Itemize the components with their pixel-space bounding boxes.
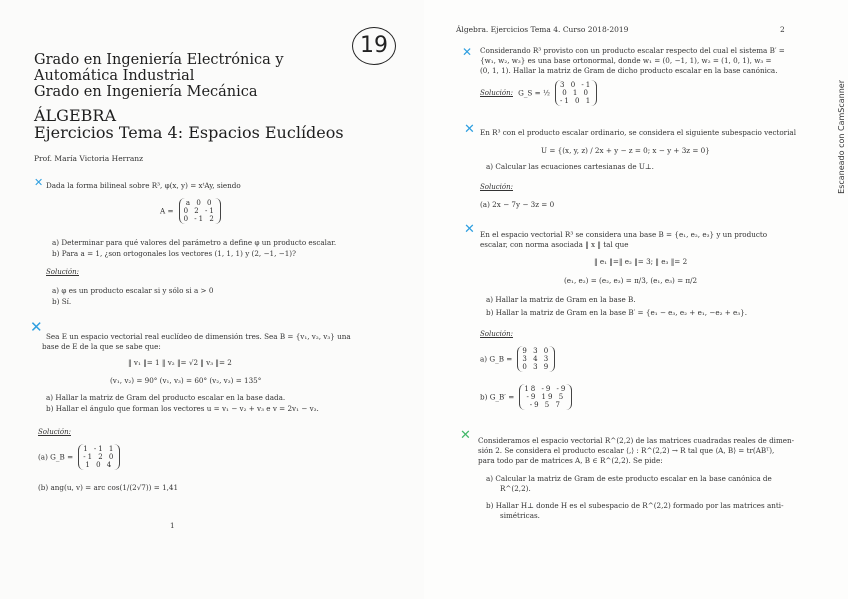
matrix-row: -9 5 7 <box>529 401 562 409</box>
ex4-solution-label: Solución: <box>480 183 513 191</box>
ex2-solution-b: (b) ang(u, v) = arc cos(1/(2√7)) = 1,41 <box>38 483 179 492</box>
ex2-solution-label: Solución: <box>38 428 71 436</box>
matrix-row: 0 -1 2 <box>183 215 216 223</box>
ex2-norms: ‖ v₁ ‖= 1 ‖ v₂ ‖= √2 ‖ v₃ ‖= 2 <box>128 358 232 367</box>
ex6-line-1: Consideramos el espacio vectorial R^(2,2) de las matrices cuadradas reales de dimen- <box>478 436 795 445</box>
ex5-norms: ‖ e₁ ‖=‖ e₂ ‖= 3; ‖ e₃ ‖= 2 <box>594 257 688 266</box>
running-header: Álgebra. Ejercicios Tema 4. Curso 2018-2019 <box>456 25 629 34</box>
ex5-part-a: a) Hallar la matriz de Gram en la base B. <box>486 295 636 304</box>
ex1-matrix <box>179 198 221 224</box>
cross-mark-icon: ✕ <box>34 176 44 189</box>
ex4-solution: (a) 2x − 7y − 3z = 0 <box>480 200 555 209</box>
cross-mark-icon: ✕ <box>30 318 43 336</box>
scanner-watermark: Escaneado con CamScanner <box>837 80 846 194</box>
ex3-solution <box>480 80 597 106</box>
ex2-part-b: b) Hallar el ángulo que forman los vectores u = v₁ − v₂ + v₃ e v = 2v₁ − v₃. <box>46 404 319 413</box>
right-page <box>424 0 848 599</box>
ex2-solution-a <box>38 444 120 470</box>
ex5-solution-b <box>480 384 572 410</box>
ex3-line-1: Considerando R³ provisto con un producto escalar respecto del cual el sistema B′ = <box>480 46 785 55</box>
ex6-part-b-2: simétricas. <box>500 511 540 520</box>
ex4-line-1: En R³ con el producto escalar ordinario, se considera el siguiente subespacio vectorial <box>480 128 797 137</box>
matrix-row: 3 4 3 <box>522 355 551 363</box>
ex3-solution-prefix: G_S = ½ <box>518 88 550 98</box>
ex3-line-2: {w₁, w₂, w₃} es una base ortonormal, donde w₁ = (0, −1, 1), w₂ = (1, 0, 1), w₃ = <box>480 56 772 65</box>
ex1-solution-a: a) φ es un producto escalar si y sólo si a > 0 <box>52 286 214 295</box>
ex5-part-b: b) Hallar la matriz de Gram en la base B′ = {e₁ − e₃, e₂ + e₁, −e₂ + e₃}. <box>486 308 748 317</box>
cross-mark-icon: ✕ <box>462 45 473 59</box>
ex5-angles: (e₁, e₂) = (e₂, e₃) = π/3, (e₁, e₃) = π/2 <box>564 276 698 285</box>
matrix-row: 0 1 0 <box>562 89 591 97</box>
ex2-angles: (v₁, v₂) = 90° (v₁, v₃) = 60° (v₂, v₃) = 135° <box>110 376 262 385</box>
author: Prof. María Victoria Herranz <box>34 154 144 163</box>
title-line-3: Grado en Ingeniería Mecánica <box>34 84 258 100</box>
ex1-statement: Dada la forma bilineal sobre R³, φ(x, y) = xᵗAy, siendo <box>46 181 241 190</box>
ex2-statement-1: Sea E un espacio vectorial real euclídeo de dimensión tres. Sea B = {v₁, v₂, v₃} una <box>46 332 351 341</box>
ex6-part-a-1: a) Calcular la matriz de Gram de este producto escalar en la base canónica de <box>486 474 772 483</box>
cross-mark-icon: ✕ <box>464 222 475 237</box>
ex6-line-3: para todo par de matrices A, B ∈ R^(2,2). Se pide: <box>478 456 663 465</box>
ex1-solution-b: b) Sí. <box>52 297 72 306</box>
ex6-part-b-1: b) Hallar H⊥ donde H es el subespacio de R^(2,2) formado por las matrices anti- <box>486 501 784 510</box>
ex5-solution-a <box>480 346 555 372</box>
ex5-line-1: En el espacio vectorial R³ se considera una base B = {e₁, e₂, e₃} y un producto <box>480 230 768 239</box>
matrix-row: 1 -1 1 <box>83 445 116 453</box>
ex2-part-a: a) Hallar la matriz de Gram del producto escalar en la base dada. <box>46 393 286 402</box>
ex1-matrix-label: A = <box>160 206 174 216</box>
matrix-row: 0 2 -1 <box>183 207 216 215</box>
cross-mark-icon: ✕ <box>460 428 471 443</box>
ex5-solution-a-label: a) G_B = <box>480 354 513 364</box>
ex1-part-b: b) Para a = 1, ¿son ortogonales los vectores (1, 1, 1) y (2, −1, −1)? <box>52 249 296 258</box>
title-line-2: Automática Industrial <box>34 68 195 84</box>
ex3-solution-label: Solución: <box>480 89 513 97</box>
right-page-number: 2 <box>780 25 785 34</box>
ex4-part-a: a) Calcular las ecuaciones cartesianas de U⊥. <box>486 162 654 171</box>
ex5-solution-label: Solución: <box>480 330 513 338</box>
matrix-row: 9 3 0 <box>522 347 551 355</box>
ex1-matrix-block <box>160 198 221 224</box>
ex1-part-a: a) Determinar para qué valores del parámetro a define φ un producto escalar. <box>52 238 337 247</box>
ex6-line-2: sión 2. Se considera el producto escalar ⟨,⟩ : R^(2,2) → R tal que ⟨A, B⟩ = tr(ABᵀ), <box>478 446 775 455</box>
topic-heading: Ejercicios Tema 4: Espacios Euclídeos <box>34 123 344 142</box>
matrix-row: 18 -9 -9 <box>524 385 568 393</box>
ex2-statement-2: base de E de la que se sabe que: <box>42 342 161 351</box>
handwritten-number: 19 <box>352 27 396 65</box>
matrix-row: a 0 0 <box>185 199 214 207</box>
ex3-gram-matrix <box>555 80 597 106</box>
cross-mark-icon: ✕ <box>464 122 475 137</box>
ex4-subspace: U = {(x, y, z) / 2x + y − z = 0; x − y + 3z = 0} <box>541 146 710 155</box>
ex5-gram-matrix-b-prime <box>519 384 572 410</box>
ex2-solution-a-label: (a) G_B = <box>38 452 74 462</box>
ex3-line-3: (0, 1, 1). Hallar la matriz de Gram de dicho producto escalar en la base canónica. <box>480 66 778 75</box>
ex5-solution-b-label: b) G_B′ = <box>480 392 515 402</box>
matrix-row: 0 3 9 <box>522 363 551 371</box>
matrix-row: 3 0 -1 <box>560 81 593 89</box>
subject-heading: ÁLGEBRA <box>34 106 116 125</box>
matrix-row: 1 0 4 <box>85 461 114 469</box>
left-page-number: 1 <box>170 521 175 530</box>
matrix-row: -1 0 1 <box>560 97 593 105</box>
title-line-1: Grado en Ingeniería Electrónica y <box>34 52 284 68</box>
ex1-solution-label: Solución: <box>46 268 79 276</box>
matrix-row: -9 19 5 <box>526 393 566 401</box>
ex2-gram-matrix <box>78 444 120 470</box>
ex5-gram-matrix-b <box>517 346 555 372</box>
ex6-part-a-2: R^(2,2). <box>500 484 531 493</box>
matrix-row: -1 2 0 <box>83 453 116 461</box>
ex5-line-2: escalar, con norma asociada ‖ x ‖ tal que <box>480 240 629 249</box>
